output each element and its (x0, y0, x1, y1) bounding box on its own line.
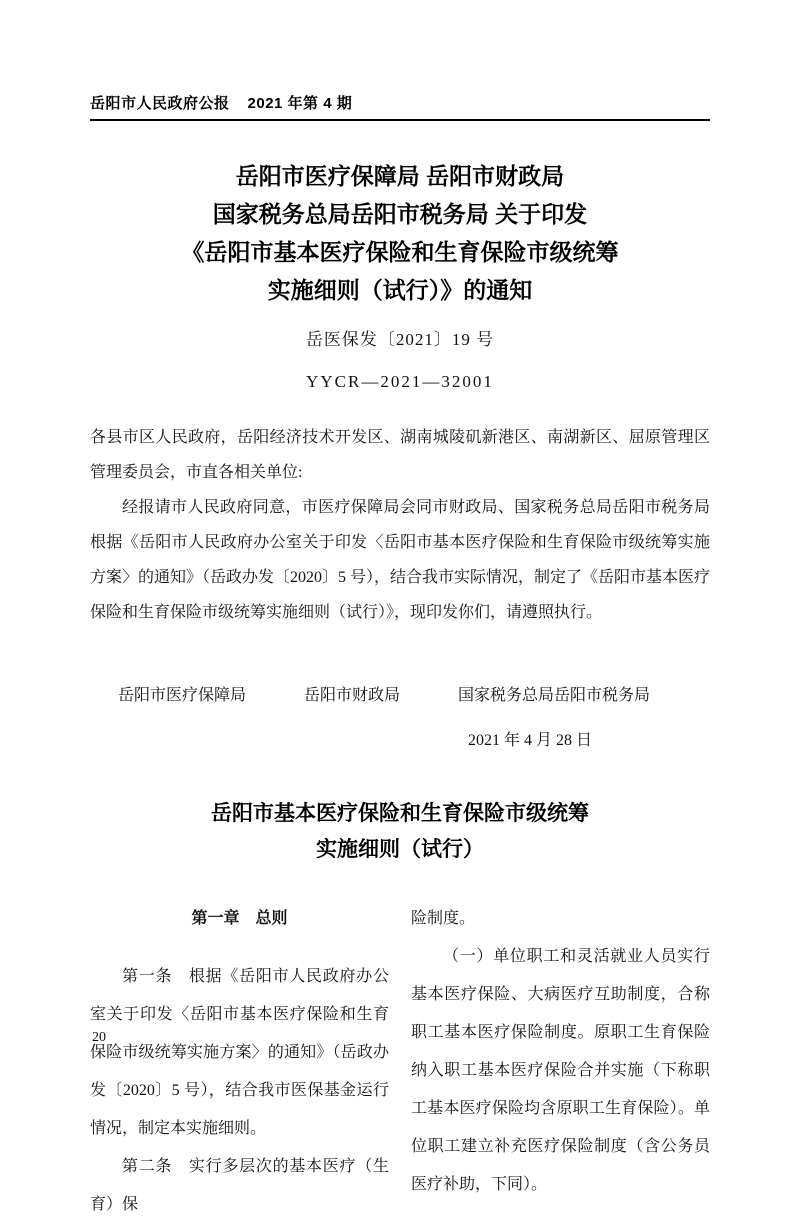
regulation-title (90, 796, 710, 868)
signature-medical-bureau: 岳阳市医疗保障局 (118, 687, 247, 704)
notice-title-line-2: 国家税务总局岳阳市税务局 关于印发 (212, 201, 588, 227)
two-column-section (90, 900, 710, 1224)
right-column (411, 900, 710, 1224)
notice-title-line-4: 实施细则（试行）》的通知 (267, 277, 533, 303)
signature-tax-bureau: 国家税务总局岳阳市税务局 (458, 687, 651, 704)
article-1-paragraph: 第一条 根据《岳阳市人民政府办公室关于印发〈岳阳市基本医疗保险和生育保险市级统筹实施方案〉的通知》（岳政办发〔2020〕5 号），结合我市医保基金运行情况，制定本实施细则。 (90, 968, 389, 1137)
page-number: 20 (92, 1030, 106, 1045)
notice-date: 2021 年 4 月 28 日 (467, 732, 592, 749)
gazette-issue: 2021 年第 4 期 (247, 95, 353, 112)
regulation-title-line-2: 实施细则（试行） (316, 838, 484, 861)
article-2-item-1: （一）单位职工和灵活就业人员实行基本医疗保险、大病医疗互助制度，合称职工基本医疗保险制度。原职工生育保险纳入职工基本医疗保险合并实施（下称职工基本医疗保险均含原职工生育保险）。单位职工建立补充医疗保险制度（含公务员医疗补助，下同）。 (411, 948, 710, 1193)
header-divider (90, 119, 710, 121)
notice-body-paragraph: 经报请市人民政府同意，市医疗保障局会同市财政局、国家税务总局岳阳市税务局根据《岳阳市人民政府办公室关于印发〈岳阳市基本医疗保险和生育保险市级统筹实施方案〉的通知》（岳政办发〔2020〕5 号），结合我市实际情况，制定了《岳阳市基本医疗保险和生育保险市级统筹实施细则（试行）》，现印发你们，请遵照执行。 (90, 499, 711, 621)
doc-number: 岳医保发〔2021〕19 号 (305, 330, 495, 349)
doc-code: YYCR—2021—32001 (306, 372, 494, 391)
left-column (90, 900, 389, 1224)
notice-title-line-3: 《岳阳市基本医疗保险和生育保险市级统筹 (181, 239, 619, 265)
running-header (90, 92, 710, 113)
signature-finance-bureau: 岳阳市财政局 (304, 687, 401, 704)
salutation: 各县市区人民政府，岳阳经济技术开发区、湖南城陵矶新港区、南湖新区、屈原管理区管理委员会，市直各相关单位: (90, 429, 710, 481)
article-2-continuation: 险制度。 (411, 910, 476, 927)
notice-title (90, 157, 710, 309)
signature-row (90, 682, 710, 705)
regulation-title-line-1: 岳阳市基本医疗保险和生育保险市级统筹 (211, 802, 589, 825)
chapter-heading: 第一章 总则 (191, 910, 288, 927)
article-2-paragraph: 第二条 实行多层次的基本医疗（生育）保 (90, 1158, 389, 1213)
gazette-title: 岳阳市人民政府公报 (90, 95, 230, 112)
notice-title-line-1: 岳阳市医疗保障局 岳阳市财政局 (235, 163, 565, 189)
